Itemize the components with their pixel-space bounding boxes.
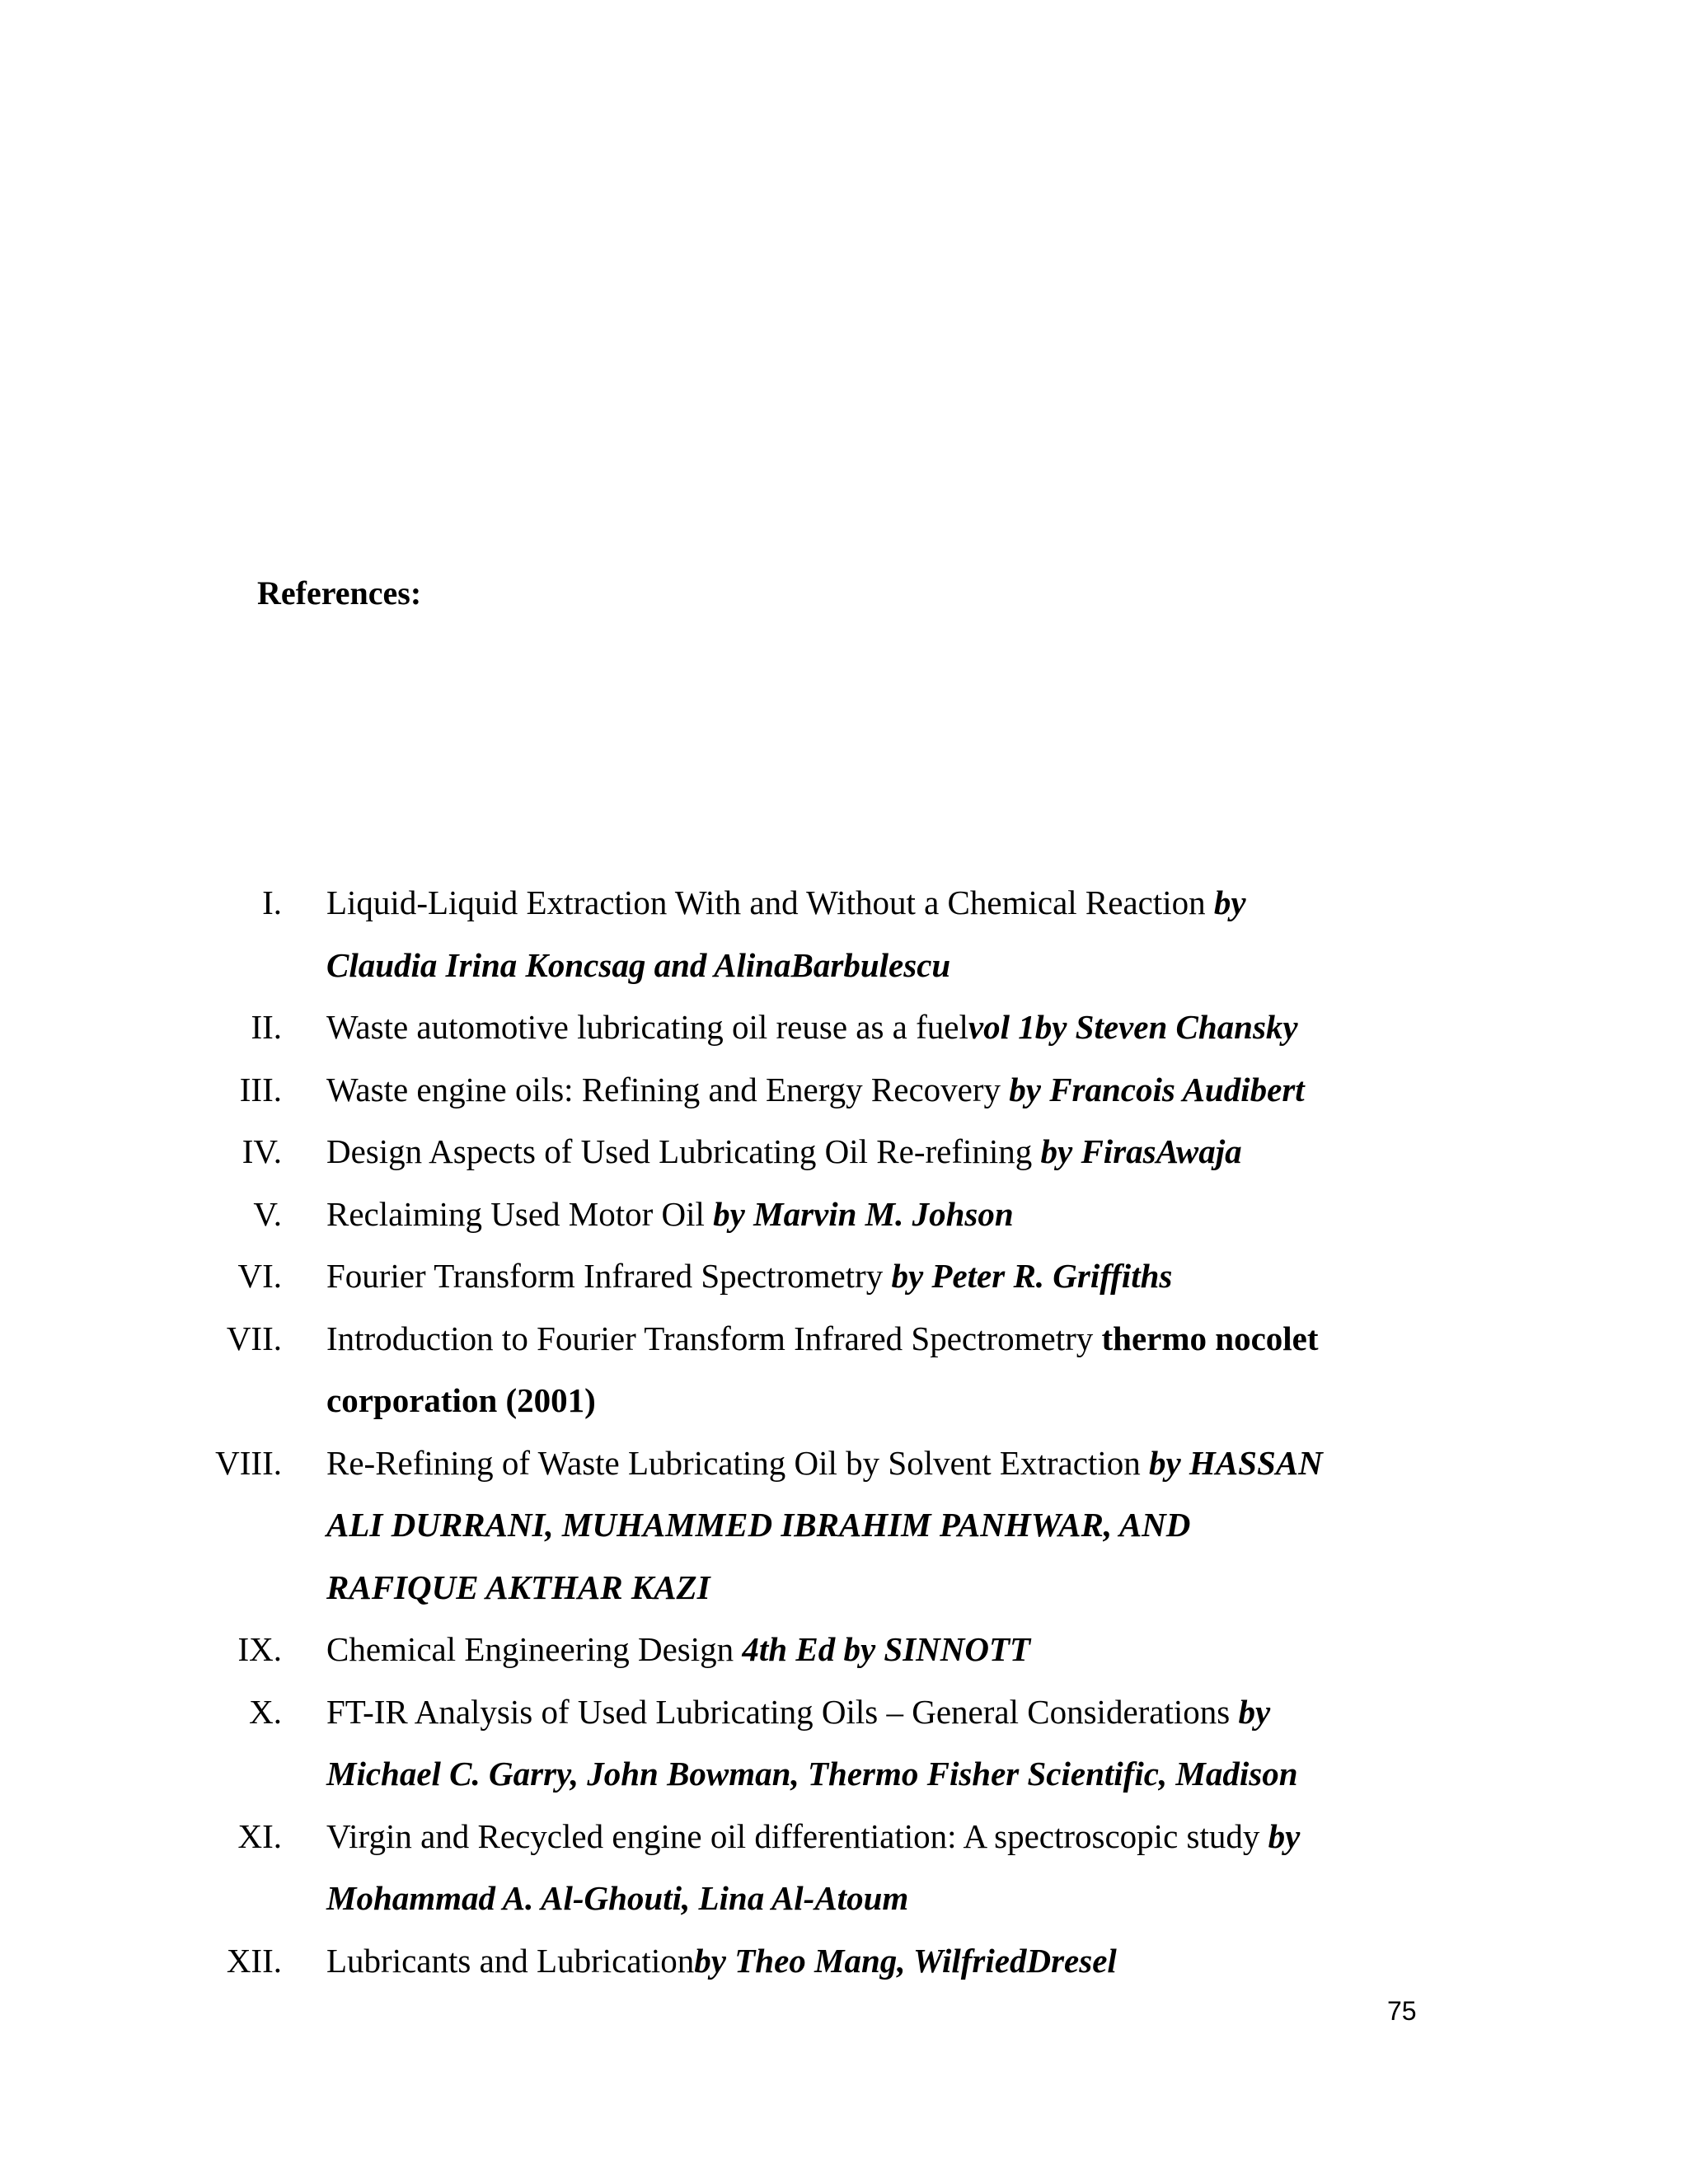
reference-item (0, 1121, 1688, 1183)
reference-line (326, 1806, 1414, 1868)
reference-item (0, 1308, 1688, 1432)
reference-line (326, 1432, 1414, 1495)
references-heading: References: (257, 574, 422, 612)
reference-author: Claudia Irina Koncsag and AlinaBarbulescu (326, 945, 951, 984)
reference-numeral: III. (239, 1070, 282, 1108)
reference-title: Waste engine oils: Refining and Energy Recovery (326, 1070, 1010, 1108)
reference-line (326, 1308, 1414, 1371)
reference-author: by FirasAwaja (1040, 1132, 1242, 1170)
reference-title: Chemical Engineering Design (326, 1630, 743, 1668)
reference-item (0, 1245, 1688, 1308)
reference-numeral: II. (251, 1008, 282, 1046)
reference-line (326, 1619, 1414, 1681)
reference-item (0, 1681, 1688, 1806)
reference-title: Liquid-Liquid Extraction With and Without a Chemical Reaction (326, 883, 1214, 921)
reference-author: RAFIQUE AKTHAR KAZI (326, 1568, 710, 1606)
reference-title: Fourier Transform Infrared Spectrometry (326, 1257, 892, 1295)
reference-line (326, 1059, 1414, 1122)
reference-numeral: XI. (237, 1816, 282, 1855)
reference-author: by Peter R. Griffiths (891, 1257, 1173, 1295)
reference-line (326, 1681, 1414, 1744)
reference-item (0, 1619, 1688, 1681)
reference-author: by Marvin M. Johson (713, 1194, 1014, 1233)
reference-author: Michael C. Garry, John Bowman, Thermo Fisher Scientific, Madison (326, 1755, 1298, 1793)
reference-text (326, 1183, 1414, 1246)
reference-text (326, 1432, 1414, 1619)
reference-item (0, 1183, 1688, 1246)
reference-title: Design Aspects of Used Lubricating Oil Re-refining (326, 1132, 1041, 1170)
reference-numeral: I. (262, 883, 282, 921)
reference-item (0, 996, 1688, 1059)
reference-title: Lubricants and Lubrication (326, 1941, 695, 1980)
reference-title: Virgin and Recycled engine oil differentiation: A spectroscopic study (326, 1816, 1268, 1855)
reference-line (326, 872, 1414, 935)
reference-author: by Francois Audibert (1009, 1070, 1305, 1108)
reference-text (326, 1245, 1414, 1308)
reference-numeral: VII. (226, 1319, 282, 1357)
reference-title: Introduction to Fourier Transform Infrared Spectrometry (326, 1319, 1102, 1357)
reference-line (326, 1370, 1414, 1432)
reference-numeral: X. (249, 1692, 282, 1731)
reference-numeral: XII. (226, 1941, 282, 1980)
reference-title: Reclaiming Used Motor Oil (326, 1194, 714, 1233)
page-number: 75 (1387, 1996, 1417, 2026)
reference-item (0, 872, 1688, 996)
reference-author: by HASSAN (1148, 1443, 1323, 1482)
reference-line (326, 1183, 1414, 1246)
reference-line (326, 1743, 1414, 1806)
reference-text (326, 872, 1414, 996)
reference-author: Mohammad A. Al-Ghouti, Lina Al-Atoum (326, 1879, 909, 1917)
reference-numeral: VIII. (215, 1443, 282, 1482)
reference-item (0, 1059, 1688, 1122)
reference-author: ALI DURRANI, MUHAMMED IBRAHIM PANHWAR, AND (326, 1506, 1191, 1544)
reference-title: Re-Refining of Waste Lubricating Oil by Solvent Extraction (326, 1443, 1149, 1482)
reference-item (0, 1432, 1688, 1619)
reference-line (326, 1557, 1414, 1619)
reference-line (326, 996, 1414, 1059)
reference-author: vol 1by Steven Chansky (968, 1008, 1298, 1046)
reference-numeral: IV. (241, 1132, 282, 1170)
reference-text (326, 1930, 1414, 1993)
reference-text (326, 1619, 1414, 1681)
reference-author: corporation (2001) (326, 1381, 596, 1419)
reference-line (326, 1494, 1414, 1557)
reference-title: Waste automotive lubricating oil reuse as a fuel (326, 1008, 968, 1046)
reference-numeral: IX. (237, 1630, 282, 1668)
reference-author: 4th Ed by SINNOTT (742, 1630, 1031, 1668)
reference-line (326, 1930, 1414, 1993)
reference-text (326, 1059, 1414, 1122)
reference-line (326, 935, 1414, 997)
reference-text (326, 1681, 1414, 1806)
reference-line (326, 1245, 1414, 1308)
reference-author: by (1268, 1816, 1301, 1855)
reference-author: by (1238, 1692, 1271, 1731)
reference-line (326, 1121, 1414, 1183)
reference-title: FT-IR Analysis of Used Lubricating Oils – General Considerations (326, 1692, 1239, 1731)
reference-item (0, 1806, 1688, 1930)
reference-author: by Theo Mang, WilfriedDresel (694, 1941, 1117, 1980)
reference-text (326, 996, 1414, 1059)
reference-numeral: V. (253, 1194, 282, 1233)
reference-text (326, 1121, 1414, 1183)
reference-line (326, 1868, 1414, 1930)
reference-item (0, 1930, 1688, 1993)
reference-author: thermo nocolet (1101, 1319, 1319, 1357)
reference-list (0, 872, 1688, 1992)
reference-numeral: VI. (237, 1257, 282, 1295)
reference-author: by (1213, 883, 1246, 921)
reference-text (326, 1308, 1414, 1432)
reference-text (326, 1806, 1414, 1930)
